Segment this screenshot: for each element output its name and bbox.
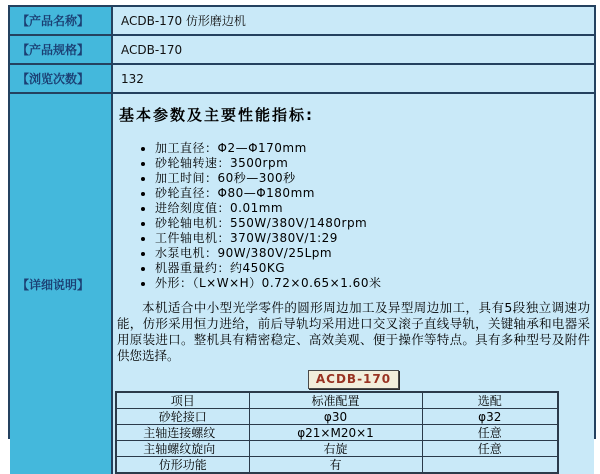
detail-row <box>10 94 594 474</box>
config-item: 仿形功能 <box>116 457 249 474</box>
product-model-value: ACDB-170 <box>113 36 594 63</box>
config-item: 主轴螺纹旋向 <box>116 441 249 457</box>
config-header-optional: 选配 <box>422 392 558 409</box>
detail-label: 【详细说明】 <box>10 94 113 474</box>
config-optional <box>422 457 558 474</box>
config-optional: 任意 <box>422 425 558 441</box>
config-standard: φ30 <box>249 409 422 425</box>
config-header-row <box>116 392 558 409</box>
config-row <box>116 441 558 457</box>
description-paragraph: 本机适合中小型光学零件的圆形周边加工及异型周边加工，具有5段独立调速功能，仿形采用恒力进给，前后导轨均采用进口交叉滚子直线导轨，关键轴承和电器采用原装进口。整机具有精密稳定、高效美观、便于操作等特点。具有多种型号及附件供您选择。 <box>117 300 590 363</box>
detail-content <box>113 94 594 474</box>
param-item: • 工件轴电机：370W/380V/1:29 <box>155 231 592 246</box>
config-row <box>116 409 558 425</box>
view-count-row <box>10 65 594 94</box>
config-standard: 右旋 <box>249 441 422 457</box>
param-item: • 进给刻度值：0.01mm <box>155 201 592 216</box>
param-item: • 砂轮直径：Φ80—Φ180mm <box>155 186 592 201</box>
configuration-table <box>115 391 559 474</box>
config-row <box>116 457 558 474</box>
parameter-list <box>115 141 592 291</box>
config-header-item: 项目 <box>116 392 249 409</box>
parameters-heading: 基本参数及主要性能指标: <box>119 106 314 124</box>
product-name-value: ACDB-170 仿形磨边机 <box>113 7 594 34</box>
product-model-label: 【产品规格】 <box>10 36 113 63</box>
config-header-standard: 标准配置 <box>249 392 422 409</box>
product-spec-table <box>8 5 596 472</box>
param-item: • 砂轮轴电机：550W/380V/1480rpm <box>155 216 592 231</box>
param-item: • 加工直径：Φ2—Φ170mm <box>155 141 592 156</box>
param-item: • 水泵电机：90W/380V/25Lpm <box>155 246 592 261</box>
view-count-value: 132 <box>113 65 594 92</box>
product-name-row <box>10 7 594 36</box>
config-item: 主轴连接螺纹 <box>116 425 249 441</box>
param-item: • 加工时间：60秒—300秒 <box>155 171 592 186</box>
config-row <box>116 425 558 441</box>
model-badge-button[interactable]: ACDB-170 <box>308 370 399 389</box>
param-item: • 砂轮轴转速：3500rpm <box>155 156 592 171</box>
config-optional: φ32 <box>422 409 558 425</box>
param-item: • 外形：（L×W×H）0.72×0.65×1.60米 <box>155 276 592 291</box>
product-name-label: 【产品名称】 <box>10 7 113 34</box>
config-item: 砂轮接口 <box>116 409 249 425</box>
view-count-label: 【浏览次数】 <box>10 65 113 92</box>
model-badge-wrap <box>115 368 592 389</box>
param-item: • 机器重量约：约450KG <box>155 261 592 276</box>
product-model-row <box>10 36 594 65</box>
config-optional: 任意 <box>422 441 558 457</box>
config-standard: 有 <box>249 457 422 474</box>
config-standard: φ21×M20×1 <box>249 425 422 441</box>
